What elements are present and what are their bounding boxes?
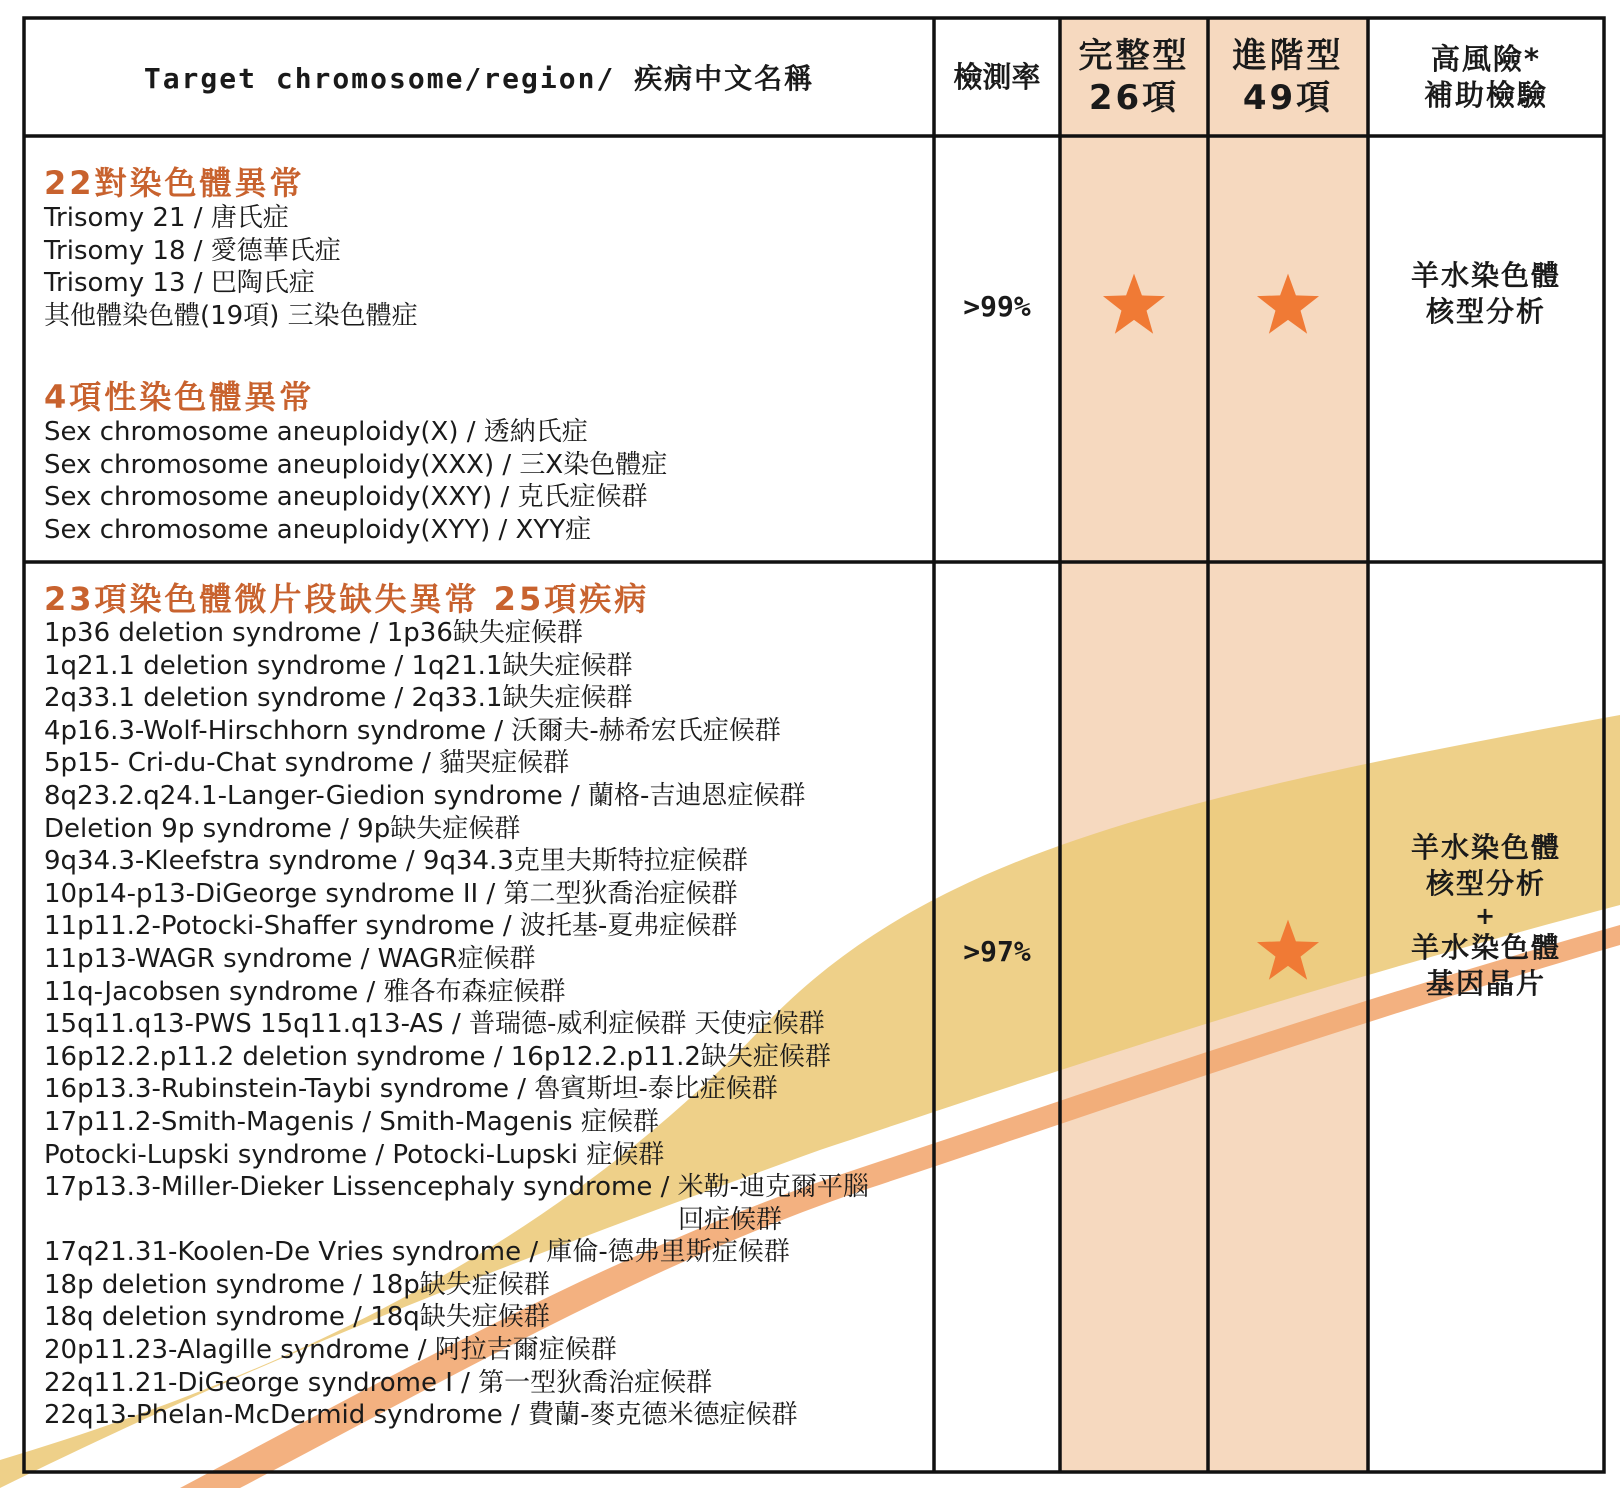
autosomal-list xyxy=(44,202,418,332)
list-item: 11p13-WAGR syndrome / WAGR症候群 xyxy=(44,943,536,974)
list-item: 18q deletion syndrome / 18q缺失症候群 xyxy=(44,1302,550,1333)
aux-test-section1 xyxy=(1368,258,1604,330)
header-high-risk xyxy=(1368,18,1604,136)
header-rate-label: 檢測率 xyxy=(953,59,1041,94)
header-plan-full-name: 完整型 xyxy=(1078,35,1190,76)
header-plan-advanced xyxy=(1208,18,1368,136)
section-title-sex-chromosome: 4項性染色體異常 xyxy=(44,378,315,416)
list-item: Sex chromosome aneuploidy(XXY) / 克氏症候群 xyxy=(44,482,648,513)
header-plan-advanced-count: 49項 xyxy=(1242,78,1334,118)
list-item: 4p16.3-Wolf-Hirschhorn syndrome / 沃爾夫-赫希宏氏症候群 xyxy=(44,715,781,746)
header-plan-full-count: 26項 xyxy=(1088,78,1180,118)
list-item: 11q-Jacobsen syndrome / 雅各布森症候群 xyxy=(44,976,566,1007)
microdeletion-list xyxy=(44,617,869,1432)
list-item: Deletion 9p syndrome / 9p缺失症候群 xyxy=(44,813,521,844)
list-item: 8q23.2.q24.1-Langer-Giedion syndrome / 蘭格-吉迪恩症候群 xyxy=(44,780,806,811)
list-item: 17p11.2-Smith-Magenis / Smith-Magenis 症候群 xyxy=(44,1106,659,1137)
list-item: 17p13.3-Miller-Dieker Lissencephaly syndrome / 米勒-迪克爾平腦 xyxy=(44,1172,869,1203)
header-rate xyxy=(934,18,1060,136)
list-item: 11p11.2-Potocki-Shaffer syndrome / 波托基-夏弗症候群 xyxy=(44,911,738,942)
list-item: 16p12.2.p11.2 deletion syndrome / 16p12.2.p11.2缺失症候群 xyxy=(44,1041,831,1072)
header-high-risk-line2: 補助檢驗 xyxy=(1423,78,1548,112)
list-item: 22q13-Phelan-McDermid syndrome / 費蘭-麥克德米德症候群 xyxy=(44,1400,798,1431)
list-item: 其他體染色體(19項) 三染色體症 xyxy=(44,300,418,331)
header-high-risk-line1: 高風險* xyxy=(1430,41,1542,76)
list-item: 1p36 deletion syndrome / 1p36缺失症候群 xyxy=(44,618,583,648)
list-item: 18p deletion syndrome / 18p缺失症候群 xyxy=(44,1269,550,1300)
header-target: Target chromosome/region/ 疾病中文名稱 xyxy=(143,62,815,95)
aux-test-line: 羊水染色體 xyxy=(1410,931,1561,964)
header-plan-full xyxy=(1060,18,1208,136)
list-item: 16p13.3-Rubinstein-Taybi syndrome / 魯賓斯坦-泰比症候群 xyxy=(44,1074,778,1105)
aux-test-line: 核型分析 xyxy=(1425,867,1546,900)
list-item: 5p15- Cri-du-Chat syndrome / 貓哭症候群 xyxy=(44,748,570,779)
list-item: Sex chromosome aneuploidy(XXX) / 三X染色體症 xyxy=(44,449,668,480)
list-item: Trisomy 18 / 愛德華氏症 xyxy=(44,235,341,266)
aux-test-line: 羊水染色體 xyxy=(1410,259,1561,292)
sex-chromosome-list xyxy=(44,416,667,546)
list-item: 1q21.1 deletion syndrome / 1q21.1缺失症候群 xyxy=(44,650,633,681)
section-title-microdeletion: 23項染色體微片段缺失異常 25項疾病 xyxy=(44,580,650,618)
aux-test-line: 核型分析 xyxy=(1425,295,1546,328)
list-item-continuation: 回症候群 xyxy=(678,1204,783,1235)
list-item: 15q11.q13-PWS 15q11.q13-AS / 普瑞德-威利症候群 天使症候群 xyxy=(44,1009,825,1040)
list-item: Sex chromosome aneuploidy(X) / 透納氏症 xyxy=(44,417,588,447)
list-item: 9q34.3-Kleefstra syndrome / 9q34.3克里夫斯特拉症候群 xyxy=(44,846,748,877)
header-plan-advanced-name: 進階型 xyxy=(1232,35,1344,76)
list-item: Trisomy 21 / 唐氏症 xyxy=(44,203,289,233)
list-item: 10p14-p13-DiGeorge syndrome II / 第二型狄喬治症候群 xyxy=(44,878,738,909)
section-title-autosomal: 22對染色體異常 xyxy=(44,164,305,202)
list-item: 22q11.21-DiGeorge syndrome I / 第一型狄喬治症候群 xyxy=(44,1367,713,1398)
list-item: 20p11.23-Alagille syndrome / 阿拉吉爾症候群 xyxy=(44,1335,617,1366)
detection-rate-section2: >97% xyxy=(963,935,1031,968)
list-item: 17q21.31-Koolen-De Vries syndrome / 庫倫-德弗里斯症候群 xyxy=(44,1237,790,1268)
list-item: 2q33.1 deletion syndrome / 2q33.1缺失症候群 xyxy=(44,683,633,714)
aux-test-line: 基因晶片 xyxy=(1425,967,1546,1000)
list-item: Trisomy 13 / 巴陶氏症 xyxy=(44,268,315,299)
star-icon-advanced-section1 xyxy=(1255,271,1321,337)
detection-rate-section1: >99% xyxy=(963,290,1031,323)
list-item: Potocki-Lupski syndrome / Potocki-Lupski 症候群 xyxy=(44,1139,665,1170)
star-icon-advanced-section2 xyxy=(1255,917,1321,983)
list-item: Sex chromosome aneuploidy(XYY) / XYY症 xyxy=(44,514,592,545)
star-icon-full-section1 xyxy=(1101,271,1167,337)
aux-test-line: 羊水染色體 xyxy=(1410,831,1561,864)
aux-test-section2 xyxy=(1368,830,1604,1002)
plus-icon: + xyxy=(1474,902,1498,930)
